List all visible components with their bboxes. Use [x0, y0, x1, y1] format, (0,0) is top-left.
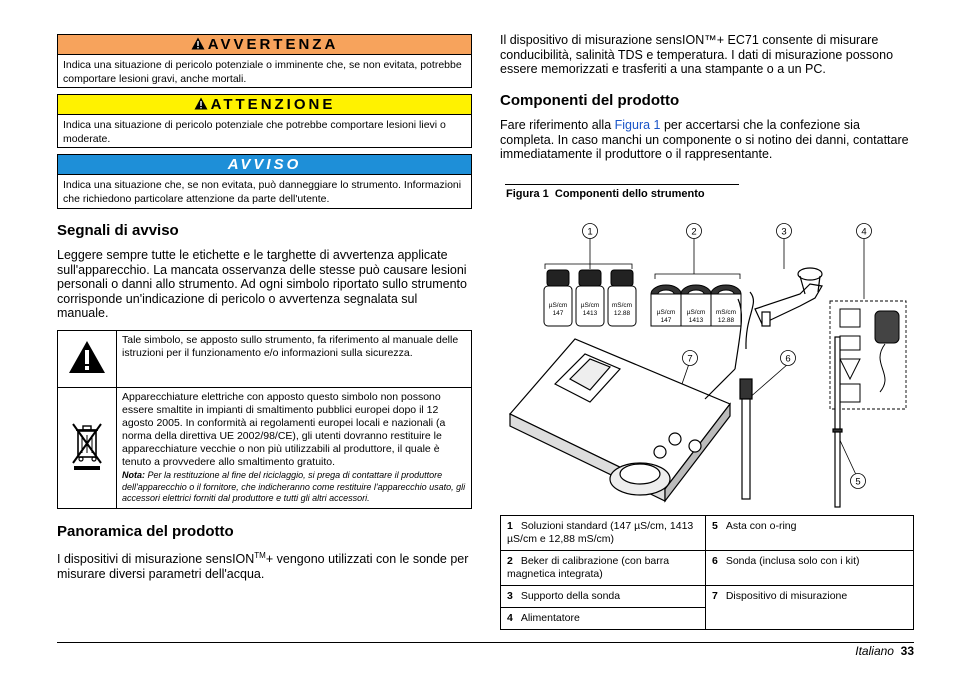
figure-link[interactable]: Figura 1 — [614, 118, 661, 132]
symbol-cell — [58, 388, 117, 509]
intro-paragraph: Il dispositivo di misurazione sensION™+ EC71 consente di misurare conducibilità, salinità TDS e temperatura. I dati di misurazione possono essere memorizzati e trasferiti a una stampante o a un PC. — [500, 33, 894, 76]
table-cell: 1 Soluzioni standard (147 µS/cm, 1413 µS/cm e 12,88 mS/cm) — [501, 516, 706, 551]
warning-text: Indica una situazione di pericolo potenziale o imminente che, se non evitata, potrebbe comportare lesioni gravi, anche mortali. — [63, 59, 462, 85]
componenti-text-after: per accertarsi che la confezione sia completa. In caso manchi un componente o si notino dei danni, contattare immediatamente il produttore o il rappresentante. — [500, 118, 909, 161]
segnali-paragraph: Leggere sempre tutte le etichette e le targhette di avvertenza applicate sull'apparecchio. La mancata osservanza delle stesse può causare lesioni personali o danni allo strumento. Ad ogni simbolo riportato sullo strumento corrisponde un'indicazione di pericolo o avvertenza segnalata sul manuale. — [57, 248, 467, 320]
notice-box-avviso — [57, 154, 472, 209]
table-row — [501, 551, 914, 586]
table-cell: 7 Dispositivo di misurazione — [706, 586, 914, 630]
beaker-label-unit: µS/cm — [686, 309, 706, 316]
footer-language: Italiano — [855, 644, 894, 658]
panoramica-text-after: + vengono utilizzati con le sonde per misurare diversi parametri dell'acqua. — [57, 552, 469, 581]
caution-header — [58, 95, 471, 115]
symbol-cell — [58, 331, 117, 388]
table-row — [58, 331, 472, 388]
panoramica-paragraph — [57, 549, 472, 581]
warning-triangle-icon — [194, 97, 208, 110]
caption-rule — [505, 184, 739, 185]
bottle-label-value: 1413 — [582, 310, 598, 317]
symbol-description: Tale simbolo, se apposto sullo strumento, fa riferimento al manuale delle istruzioni per il funzionamento e/o informazioni sulla sicurezza. — [117, 331, 472, 388]
table-cell: 4 Alimentatore — [501, 608, 706, 630]
table-cell: 3 Supporto della sonda — [501, 586, 706, 608]
panoramica-text-before: I dispositivi di misurazione sensION — [57, 552, 255, 567]
warning-title: AVVERTENZA — [207, 36, 339, 53]
warning-triangle-icon — [68, 340, 106, 374]
beaker-label-unit: mS/cm — [715, 309, 737, 316]
footer-rule — [57, 642, 914, 643]
beaker-label-unit: µS/cm — [656, 309, 676, 316]
standard-solution-bottles — [544, 270, 636, 326]
table-cell: 6 Sonda (inclusa solo con i kit) — [706, 551, 914, 586]
beaker-label-value: 147 — [660, 317, 672, 324]
warning-header — [58, 35, 471, 55]
warning-triangle-icon — [191, 37, 205, 50]
callout-label: 7 — [687, 353, 693, 365]
weee-note — [122, 470, 466, 505]
figure-caption: Figura 1 Componenti dello strumento — [506, 188, 705, 200]
callout-label: 2 — [691, 226, 697, 238]
probe — [740, 292, 753, 499]
notice-text: Indica una situazione che, se non evitata, può danneggiare lo strumento. Informazioni che richiedono particolare attenzione da parte dell'utente. — [63, 179, 462, 205]
notice-title: AVVISO — [227, 156, 302, 173]
bottle-label-unit: mS/cm — [611, 302, 633, 309]
beaker-label-value: 1413 — [688, 317, 704, 324]
weee-bin-icon — [70, 421, 104, 471]
measuring-device — [510, 299, 741, 501]
rod-with-o-ring — [833, 337, 842, 507]
table-cell: 5 Asta con o-ring — [706, 516, 914, 551]
components-table — [500, 515, 914, 630]
note-label: Nota: — [122, 470, 145, 480]
callout-label: 5 — [855, 476, 861, 488]
warning-box-attenzione — [57, 94, 472, 148]
trademark: TM — [254, 551, 266, 560]
table-row — [501, 516, 914, 551]
symbol-description-weee — [117, 388, 472, 509]
section-heading-panoramica: Panoramica del prodotto — [57, 523, 234, 540]
footer — [855, 644, 914, 658]
callout-label: 6 — [785, 353, 791, 365]
table-row — [58, 388, 472, 509]
instrument-components-figure — [500, 214, 914, 510]
caution-text: Indica una situazione di pericolo potenziale che potrebbe comportare lesioni lievi o moderate. — [63, 119, 446, 145]
page-number: 33 — [900, 644, 914, 658]
weee-text: Apparecchiature elettriche con apposto questo simbolo non possono essere smaltite in impianti di smaltimento pubblici europei dopo il 12 agosto 2005. In conformità ai regolamenti europei locali e nazionali (a norma della direttiva UE 2002/98/CE), gli utenti dovranno restituire le apparecchiature vecchie o non più utilizzabili al produttore, il quale è tenuto a provvedere allo smaltimento gratuito. — [122, 391, 446, 468]
section-heading-segnali: Segnali di avviso — [57, 222, 179, 239]
warning-box-avvertenza — [57, 34, 472, 88]
note-text: Per la restituzione al fine del riciclaggio, si prega di contattare il produttore dell'apparecchio o il fornitore, che indicheranno come restituire l'apparecchio usato, gli accessori elettrici forniti dal produttore e tutti gli altri accessori. — [122, 470, 466, 503]
probe-holder — [755, 268, 822, 326]
bottle-label-unit: µS/cm — [548, 302, 568, 309]
callout-label: 4 — [861, 226, 867, 238]
caution-title: ATTENZIONE — [210, 96, 336, 113]
componenti-text-before: Fare riferimento alla — [500, 118, 615, 132]
componenti-paragraph — [500, 118, 912, 162]
notice-header — [58, 155, 471, 175]
callout-label: 1 — [587, 226, 593, 238]
bottle-label-value: 147 — [552, 310, 564, 317]
table-cell: 2 Beker di calibrazione (con barra magnetica integrata) — [501, 551, 706, 586]
table-row — [501, 586, 914, 608]
beaker-label-value: 12.88 — [717, 317, 735, 324]
callout-label: 3 — [781, 226, 787, 238]
bottle-label-value: 12.88 — [613, 310, 631, 317]
bottle-label-unit: µS/cm — [580, 302, 600, 309]
symbols-table — [57, 330, 472, 509]
section-heading-componenti: Componenti del prodotto — [500, 92, 680, 109]
